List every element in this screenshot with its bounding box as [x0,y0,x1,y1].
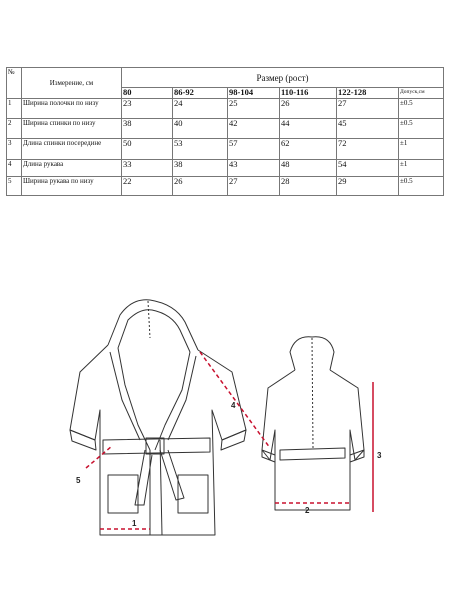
cell-value: 53 [173,139,228,160]
table-row [7,119,444,139]
row-number: 1 [7,99,22,119]
measurement-lines [86,352,373,529]
cell-value: 40 [173,119,228,139]
cell-value: 50 [122,139,173,160]
cell-value: 43 [228,160,280,177]
cell-value: 62 [280,139,337,160]
size-label: 86-92 [173,88,228,99]
cell-value: 48 [280,160,337,177]
cell-value: 44 [280,119,337,139]
cell-tolerance: ±1 [399,160,444,177]
row-name: Ширина полочки по низу [22,99,122,119]
size-chart-table [6,67,444,196]
table-row [7,160,444,177]
row-name: Ширина спинки по низу [22,119,122,139]
size-label: 80 [122,88,173,99]
cell-value: 25 [228,99,280,119]
cell-value: 24 [173,99,228,119]
cell-value: 26 [173,177,228,196]
size-label: 110-116 [280,88,337,99]
cell-value: 42 [228,119,280,139]
table-row [7,177,444,196]
table-row [7,139,444,160]
measure-line-5 [86,446,112,468]
cell-tolerance: ±1 [399,139,444,160]
cell-value: 33 [122,160,173,177]
row-name: Ширина рукава по низу [22,177,122,196]
size-label: 98-104 [228,88,280,99]
cell-value: 29 [337,177,399,196]
cell-tolerance: ±0.5 [399,119,444,139]
size-label: 122-128 [337,88,399,99]
cell-value: 23 [122,99,173,119]
row-number: 2 [7,119,22,139]
marker-5: 5 [76,476,81,485]
header-row [7,68,444,88]
cell-value: 38 [122,119,173,139]
marker-3: 3 [377,451,382,460]
header-number: № [7,68,22,99]
row-name: Длина рукава [22,160,122,177]
tolerance-header: Допуск,см [399,88,444,99]
marker-2: 2 [305,506,310,515]
cell-value: 28 [280,177,337,196]
cell-value: 27 [337,99,399,119]
header-measurement: Измерение, см [22,68,122,99]
back-robe-drawing [262,337,364,510]
row-number: 4 [7,160,22,177]
cell-value: 27 [228,177,280,196]
cell-value: 54 [337,160,399,177]
marker-1: 1 [132,519,137,528]
cell-value: 26 [280,99,337,119]
robe-technical-sketch [0,290,450,560]
measure-line-4 [200,352,270,448]
cell-value: 72 [337,139,399,160]
cell-value: 38 [173,160,228,177]
cell-tolerance: ±0.5 [399,177,444,196]
cell-value: 22 [122,177,173,196]
marker-4: 4 [231,401,236,410]
row-number: 5 [7,177,22,196]
front-robe-drawing [70,300,246,535]
cell-value: 45 [337,119,399,139]
header-size: Размер (рост) [122,68,444,88]
table-row [7,99,444,119]
row-name: Длина спинки посередине [22,139,122,160]
row-number: 3 [7,139,22,160]
cell-value: 57 [228,139,280,160]
cell-tolerance: ±0.5 [399,99,444,119]
